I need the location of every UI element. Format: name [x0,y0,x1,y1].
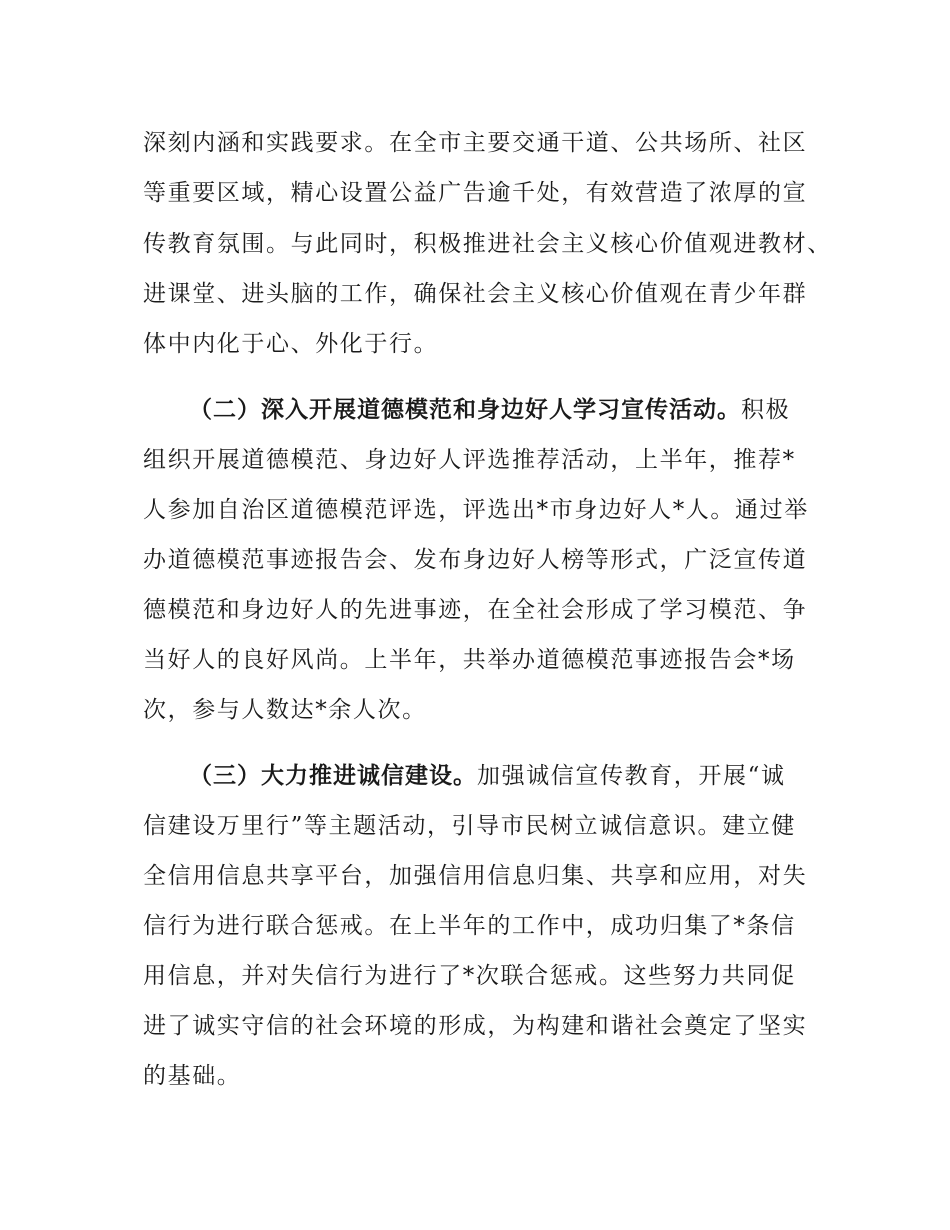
text-line: 用信息，并对失信行为进行了*次联合惩戒。这些努力共同促 [143,963,796,989]
text-line: 信建设万里行”等主题活动，引导市民树立诚信意识。建立健 [143,813,796,839]
paragraph-first-line [189,756,786,796]
heading-continuation: 加强诚信宣传教育，开展“诚 [477,763,786,789]
text-line: 传教育氛围。与此同时，积极推进社会主义核心价值观进教材、 [143,231,832,257]
section-heading: （二）深入开展道德模范和身边好人学习宣传活动。 [189,397,741,423]
text-line: 等重要区域，精心设置公益广告逾千处，有效营造了浓厚的宣 [143,180,808,206]
text-line: 深刻内涵和实践要求。在全市主要交通干道、公共场所、社区 [143,130,808,156]
text-line: 的基础。 [143,1063,242,1089]
text-line: 全信用信息共享平台，加强信用信息归集、共享和应用，对失 [143,863,808,889]
paragraph-first-line [189,390,790,430]
text-line: 办道德模范事迹报告会、发布身边好人榜等形式，广泛宣传道 [143,547,808,573]
text-line: 组织开展道德模范、身边好人评选推荐活动，上半年，推荐* [143,447,796,473]
text-line: 体中内化于心、外化于行。 [143,331,439,357]
text-line: 信行为进行联合惩戒。在上半年的工作中，成功归集了*条信 [143,913,796,939]
text-line: 德模范和身边好人的先进事迹，在全社会形成了学习模范、争 [143,597,808,623]
text-line: 进了诚实守信的社会环境的形成，为构建和谐社会奠定了坚实 [143,1013,808,1039]
heading-continuation: 积极 [741,397,791,423]
text-line: 当好人的良好风尚。上半年，共举办道德模范事迹报告会*场 [143,647,796,673]
text-line: 进课堂、进头脑的工作，确保社会主义核心价值观在青少年群 [143,281,808,307]
text-line: 次，参与人数达*余人次。 [143,697,427,723]
text-line: 人参加自治区道德模范评选，评选出*市身边好人*人。通过举 [143,497,809,523]
section-heading: （三）大力推进诚信建设。 [189,763,477,789]
